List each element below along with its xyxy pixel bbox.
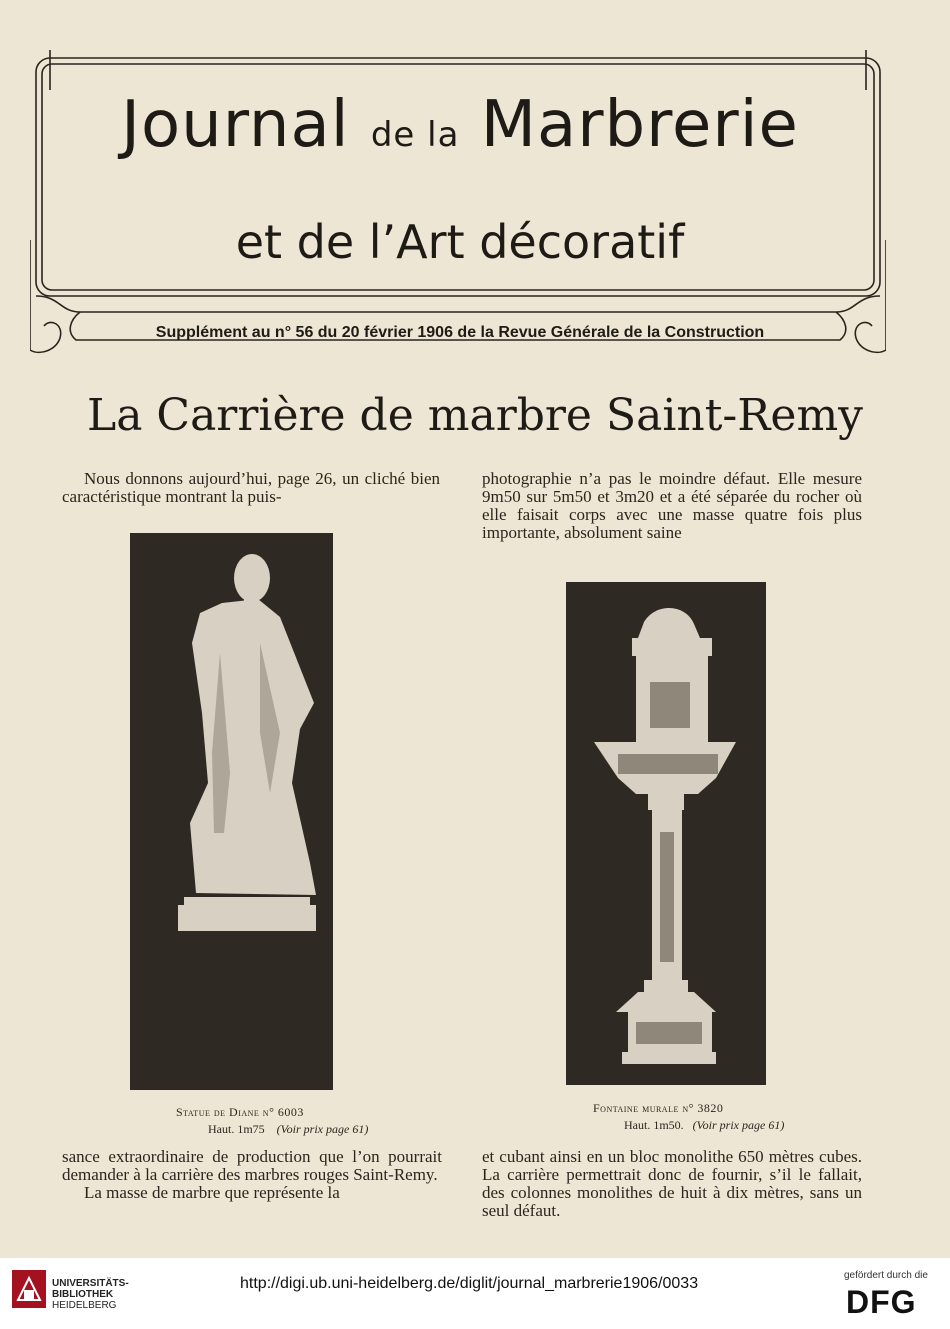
fountain-photo <box>566 582 766 1085</box>
fountain-caption-height: Haut. 1m50. <box>624 1118 684 1132</box>
fountain-caption-title: Fontaine murale n° 3820 <box>593 1101 724 1115</box>
statue-photo <box>130 533 333 1090</box>
journal-title-word-1: Journal <box>121 88 350 162</box>
statue-caption-height: Haut. 1m75 <box>208 1122 265 1136</box>
paragraph-left-top: Nous donnons aujourd’hui, page 26, un cliché bien caractéristique montrant la puis- <box>62 469 440 506</box>
journal-title-word-2: Marbrerie <box>480 88 799 162</box>
library-name-line-2: BIBLIOTHEK <box>52 1289 114 1300</box>
statue-caption-details <box>208 1121 368 1137</box>
paragraph-left-bottom-2: La masse de marbre que représente la <box>84 1183 340 1202</box>
left-column-top <box>62 470 440 506</box>
article-title: La Carrière de marbre Saint-Remy <box>86 390 864 441</box>
university-library-logo-icon <box>12 1270 46 1308</box>
fountain-caption-price: (Voir prix page 61) <box>692 1118 785 1132</box>
statue-caption-title: Statue de Diane n° 6003 <box>176 1105 304 1119</box>
right-column-bottom <box>482 1148 862 1220</box>
supplement-line: Supplément au n° 56 du 20 février 1906 de la Revue Générale de la Construction <box>155 324 765 341</box>
library-name-line-1: UNIVERSITÄTS- <box>52 1278 129 1289</box>
fountain-caption-details <box>624 1117 784 1133</box>
dfg-logo: DFG <box>846 1284 917 1320</box>
left-column-bottom <box>62 1148 442 1202</box>
journal-subtitle: et de l’Art décoratif <box>235 215 685 269</box>
journal-title <box>40 88 880 162</box>
library-city: HEIDELBERG <box>52 1300 117 1311</box>
paragraph-right-top: photographie n’a pas le moindre défaut. Elle mesure 9m50 sur 5m50 et 3m20 et a été séparée du rocher où elle faisait corps avec une masse quatre fois plus importante, absolument saine <box>482 469 862 542</box>
funded-by-label: gefördert durch die <box>844 1270 928 1281</box>
journal-title-small: de la <box>370 115 460 155</box>
statue-caption-price: (Voir prix page 61) <box>276 1122 369 1136</box>
digital-library-footer <box>0 1258 950 1329</box>
library-name <box>52 1278 129 1311</box>
paragraph-left-bottom-1: sance extraordinaire de production que l’on pourrait demander à la carrière des marbres rouges Saint-Remy. <box>62 1147 442 1184</box>
right-column-top <box>482 470 862 542</box>
permalink-url[interactable]: http://digi.ub.uni-heidelberg.de/diglit/journal_marbrerie1906/0033 <box>240 1275 699 1292</box>
paragraph-right-bottom: et cubant ainsi en un bloc monolithe 650 mètres cubes. La carrière permettrait donc de fournir, s’il le fallait, des colonnes monolithes de huit à dix mètres, sans un seul défaut. <box>482 1147 862 1220</box>
